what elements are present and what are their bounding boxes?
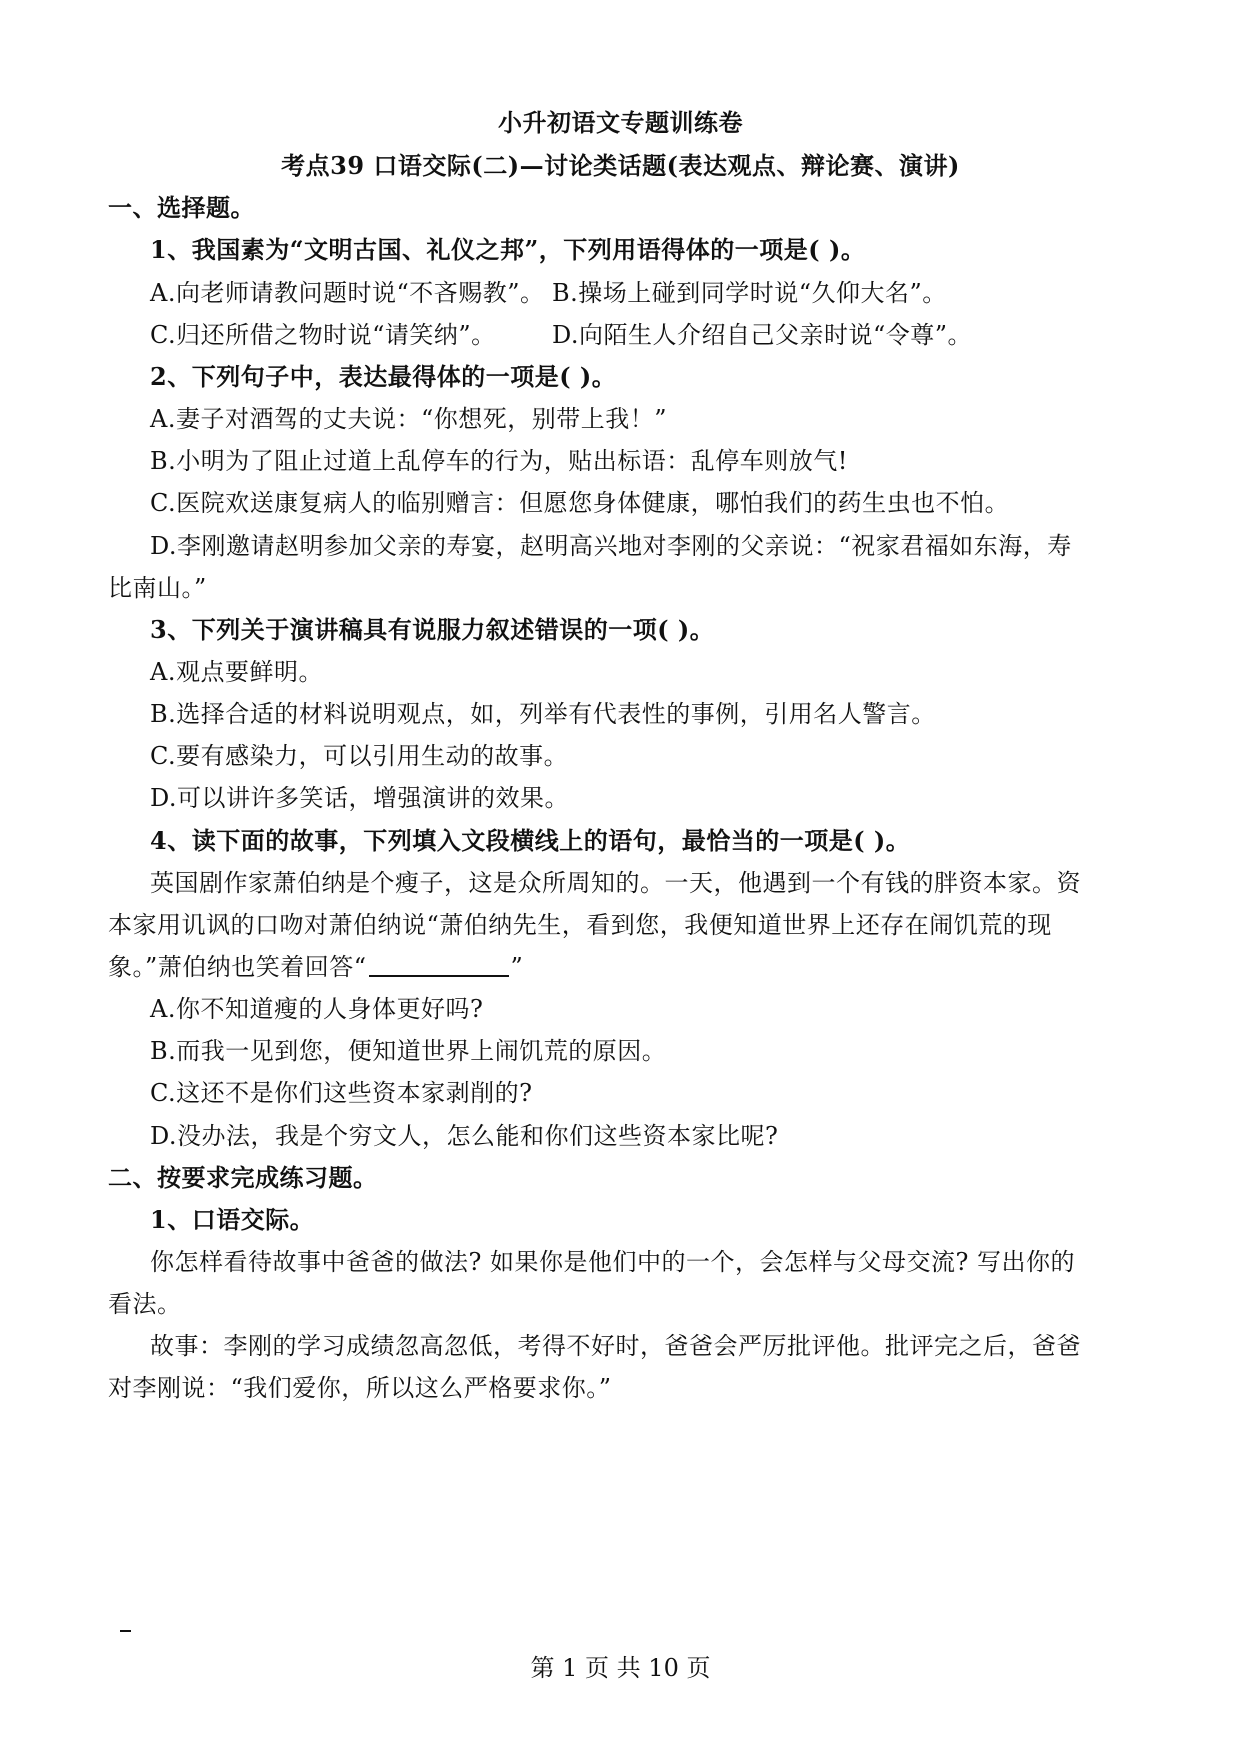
q4-stem: 4、读下面的故事，下列填入文段横线上的语句，最恰当的一项是( )。 — [150, 826, 911, 855]
q4-option-a: A.你不知道瘦的人身体更好吗? — [150, 995, 484, 1023]
q2-stem: 2、下列句子中，表达最得体的一项是( )。 — [150, 362, 617, 391]
q1-option-b: B.操场上碰到同学时说“久仰大名”。 — [552, 279, 947, 307]
section-2-heading: 二、按要求完成练习题。 — [108, 1163, 378, 1192]
margin-dash — [120, 1630, 131, 1632]
q3-stem: 3、下列关于演讲稿具有说服力叙述错误的一项( )。 — [150, 615, 715, 644]
q4-passage-line3 — [0, 951, 1241, 983]
q1-option-c: C.归还所借之物时说“请笑纳”。 — [150, 321, 496, 349]
s2-q1-stem: 1、口语交际。 — [150, 1205, 315, 1234]
q4-option-c: C.这还不是你们这些资本家剥削的? — [150, 1079, 533, 1107]
q2-option-b: B.小明为了阻止过道上乱停车的行为，贴出标语：乱停车则放气! — [150, 447, 848, 475]
q1-option-d: D.向陌生人介绍自己父亲时说“令尊”。 — [552, 321, 973, 349]
q2-option-d-line1: D.李刚邀请赵明参加父亲的寿宴，赵明高兴地对李刚的父亲说：“祝家君福如东海，寿 — [150, 532, 1072, 560]
q4-passage-line3-close: ” — [510, 953, 524, 981]
s2-q1-story-line1: 故事：李刚的学习成绩忽高忽低，考得不好时，爸爸会严厉批评他。批评完之后，爸爸 — [150, 1332, 1081, 1360]
q4-passage-line3-text: 象。”萧伯纳也笑着回答“ — [108, 953, 367, 981]
s2-q1-prompt-line1: 你怎样看待故事中爸爸的做法? 如果你是他们中的一个，会怎样与父母交流? 写出你的 — [150, 1248, 1075, 1276]
q4-passage-line1: 英国剧作家萧伯纳是个瘦子，这是众所周知的。一天，他遇到一个有钱的胖资本家。资 — [150, 869, 1081, 897]
s2-q1-story-line2: 对李刚说：“我们爱你，所以这么严格要求你。” — [108, 1374, 612, 1402]
s2-q1-prompt-line2: 看法。 — [108, 1290, 182, 1318]
q4-passage-line2: 本家用讥讽的口吻对萧伯纳说“萧伯纳先生，看到您，我便知道世界上还存在闹饥荒的现 — [108, 911, 1052, 939]
q3-option-d: D.可以讲许多笑话，增强演讲的效果。 — [150, 784, 570, 812]
section-1-heading: 一、选择题。 — [108, 193, 255, 222]
q4-option-d: D.没办法，我是个穷文人，怎么能和你们这些资本家比呢? — [150, 1122, 779, 1150]
q4-option-b: B.而我一见到您，便知道世界上闹饥荒的原因。 — [150, 1037, 667, 1065]
q3-option-a: A.观点要鲜明。 — [150, 658, 323, 686]
q2-option-d-line2: 比南山。” — [108, 574, 207, 602]
page-subtitle: 考点39 口语交际(二)—讨论类话题(表达观点、辩论赛、演讲) — [281, 151, 960, 180]
q3-option-c: C.要有感染力，可以引用生动的故事。 — [150, 742, 569, 770]
q1-stem: 1、我国素为“文明古国、礼仪之邦”，下列用语得体的一项是( )。 — [150, 235, 866, 264]
q2-option-c: C.医院欢送康复病人的临别赠言：但愿您身体健康，哪怕我们的药生虫也不怕。 — [150, 489, 1010, 517]
q1-option-a: A.向老师请教问题时说“不吝赐教”。 — [150, 279, 545, 307]
page-title: 小升初语文专题训练卷 — [498, 108, 743, 137]
page-footer: 第 1 页 共 10 页 — [530, 1654, 711, 1682]
answer-blank[interactable] — [369, 951, 509, 977]
q2-option-a: A.妻子对酒驾的丈夫说：“你想死，别带上我！” — [150, 405, 667, 433]
q3-option-b: B.选择合适的材料说明观点，如，列举有代表性的事例，引用名人警言。 — [150, 700, 936, 728]
